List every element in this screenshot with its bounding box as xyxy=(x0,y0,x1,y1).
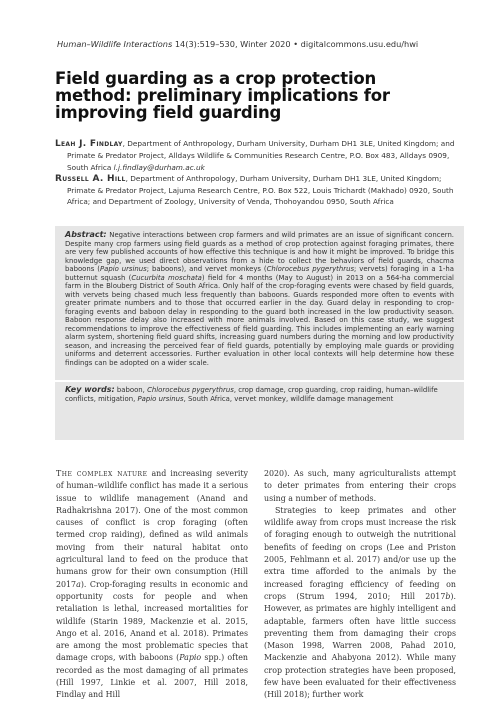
abstract-box xyxy=(55,226,464,380)
body-paragraph: 2020). As such, many agriculturalists attempt to deter primates from entering their crops using a number of methods. xyxy=(264,469,456,503)
keywords-box xyxy=(55,382,464,440)
species-name: Papio ursinus xyxy=(99,265,147,273)
abstract-segment: ) field for 4 months (May to August) in 2013 on a 564-ha commercial farm in the Blouberg District of South Africa. Only half of the crop-foraging events were chased by field guards, with vervets being chased much less frequently than baboons. Guards responded more often to events with greater primate numbers and to those that occurred earlier in the day. Guard delay in responding to crop-foraging events and baboon delay in responding to the guard both increased in the low productivity season. Baboon response delay also increased with more animals involved. Based on this case study, we suggest recommendations to improve the effectiveness of field guarding. This includes implementing an early warning alarm system, shortening field guard shifts, increasing guard numbers during the morning and low productivity season, and increasing the perceived fear of field guards, potentially by employing male guards or providing uniforms and deterrent accessories. Further evaluation in other local contexts will help determine how these findings can be adopted on a wider scale. xyxy=(65,273,454,367)
abstract-segment: Negative interactions between crop farmers and wild primates are an issue of significant concern. Despite many crop farmers using field guards as a method of crop protection against foraging primates, there are very few published accounts of how effective this technique is and how it might be improved. To bridge this knowledge gap, we used direct observations from a hide to collect the behaviors of field guards, chacma baboons ( xyxy=(65,231,454,273)
body-segment: ). However, as primates are highly intelligent and adaptable, farmers often have little success preventing them from damaging their crops (Mason 1998, Warren 2008, Pahad 2010, Mackenzie and Ahabyona 2012). While many crop protection strategies have been proposed, few have been evaluated for their effectiveness (Hill 2018); further work xyxy=(264,591,456,700)
body-segment: Strategies to keep primates and other wildlife away from crops must increase the risk of foraging enough to outweigh the nutritional benefits of feeding on crops (Lee and Priston 2005, Fehlmann et al. 2017) and/or use up the extra time afforded to the animals by the increased foraging efficiency of feeding on crops (Strum 1994, 2010; Hill 2017 xyxy=(264,505,456,601)
author-affiliation: , Department of Anthropology, Durham University, Durham DH1 3LE, United Kingdom; and Primate & Predator Project, Alldays Wildlife & Communities Research Centre, P.O. Box 483, Alldays 0909, South Africa xyxy=(67,139,455,172)
body-paragraph xyxy=(56,468,248,702)
author-email[interactable]: l.j.findlay@durham.ac.uk xyxy=(113,162,205,172)
author-block xyxy=(55,138,455,208)
species-name: Papio ursinus xyxy=(137,394,184,403)
body-segment: and increasing severity of human–wildlife conflict has made it a serious issue to wildlife management (Anand and Radhakrishna 2017). One of the most common causes of conflict is crop foraging (often termed crop raiding), defined as wild animals moving from their natural habitat onto agricultural land to feed on the produce that humans grow for their own consumption (Hill 2017 xyxy=(56,469,248,589)
abstract-label: Abstract: xyxy=(65,230,107,239)
body-column-right xyxy=(264,468,456,702)
keywords-segment: , South Africa, vervet monkey, wildlife damage management xyxy=(183,394,394,403)
citation-suffix: b xyxy=(445,591,451,601)
lead-in: The complex nature xyxy=(56,469,148,478)
species-name: Papio xyxy=(179,653,202,663)
species-name: Cucurbita moschata xyxy=(131,273,202,282)
author-name: Leah J. Findlay xyxy=(55,139,123,149)
keywords-segment: , crop damage, crop guarding, crop raiding, human–wildlife conflicts, mitigation, xyxy=(65,386,438,403)
author-entry xyxy=(55,173,455,208)
citation-suffix: a xyxy=(76,579,81,589)
author-entry xyxy=(55,138,455,173)
article-title: Field guarding as a crop protection method: preliminary implications for improving field guarding xyxy=(55,69,390,122)
abstract-segment: ; vervets) foraging in a 1-ha butternut squash ( xyxy=(65,265,454,282)
body-paragraph xyxy=(264,505,456,702)
keywords-segment: baboon, xyxy=(114,386,148,394)
body-segment: spp.) often recorded as the most damaging of all primates (Hill 1997, Linkie et al. 2007, Hill 2018, Findlay and Hill xyxy=(56,653,248,700)
author-name: Russell A. Hill xyxy=(55,173,126,184)
species-name: Chlorocebus pygerythrus xyxy=(147,386,234,394)
species-name: Chlorocebus pygerythrus xyxy=(266,265,355,273)
abstract-segment: ; baboons), and vervet monkeys ( xyxy=(146,265,267,273)
journal-header xyxy=(57,39,457,49)
abstract-text xyxy=(65,231,454,367)
body-column-left xyxy=(56,468,248,702)
keywords-label: Key words: xyxy=(65,385,115,394)
journal-name: Human–Wildlife Interactions xyxy=(57,39,173,49)
author-affiliation: , Department of Anthropology, Durham University, Durham DH1 3LE, United Kingdom; Primate & Predator Project, Lajuma Research Centre, P.O. Box 522, Louis Trichardt (Makhado) 0920, South Africa; and Department of Zoology, University of Venda, Thohoyandou 0950, South Africa xyxy=(67,173,454,207)
journal-citation: 14(3):519–530, Winter 2020 • digitalcommons.usu.edu/hwi xyxy=(172,39,419,49)
body-segment: ). Crop-foraging results in economic and opportunity costs for people and when retaliation is lethal, increased mortalities for wildlife (Starin 1989, Mackenzie et al. 2015, Ango et al. 2016, Anand et al. 2018). Primates are among the most problematic species that damage crops, with baboons ( xyxy=(56,579,248,663)
